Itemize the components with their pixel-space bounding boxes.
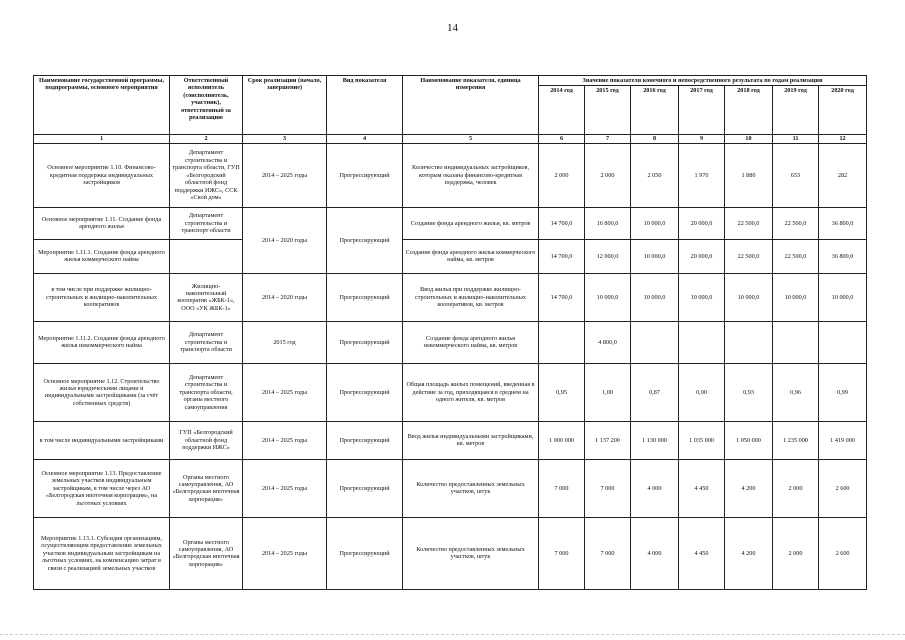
header-program: Наименование государственной программы, подпрограммы, основного мероприятия [34, 76, 170, 135]
header-year: 2015 год [585, 86, 631, 135]
row-value: 1 137 200 [585, 421, 631, 459]
row-value [631, 321, 679, 363]
row-indicator: Количество индивидуальных застройщиков, которым оказана финансово-кредитная поддержка, человек [403, 143, 539, 207]
row-value: 22 500,0 [773, 239, 819, 273]
row-indicator: Создание фонда арендного жилья некоммерческого найма, кв. метров [403, 321, 539, 363]
row-value: 7 000 [539, 517, 585, 589]
row-value: 2 000 [585, 143, 631, 207]
table-row [34, 459, 867, 517]
row-value: 0,99 [819, 363, 867, 421]
row-value: 1 130 000 [631, 421, 679, 459]
row-value: 14 700,0 [539, 239, 585, 273]
row-name: Основное мероприятие 1.11. Создание фонда арендного жилья [34, 207, 170, 239]
row-value: 10 000,0 [679, 273, 725, 321]
header-year: 2017 год [679, 86, 725, 135]
row-value: 10 000,0 [725, 273, 773, 321]
row-value: 4 450 [679, 517, 725, 589]
row-executor: Департамент строительства и транспорта области [170, 321, 243, 363]
row-name: Основное мероприятие 1.13. Предоставление земельных участков индивидуальным застройщикам, в том числе через АО «Белгородская ипотечная корпорация», на льготных условиях [34, 459, 170, 517]
row-value: 2 000 [773, 459, 819, 517]
row-value: 7 000 [585, 459, 631, 517]
row-value: 10 000,0 [631, 239, 679, 273]
row-name: Мероприятие 1.11.1. Создание фонда арендного жилья коммерческого найма [34, 239, 170, 273]
row-value: 1 419 000 [819, 421, 867, 459]
row-value: 7 000 [539, 459, 585, 517]
row-value [725, 321, 773, 363]
header-year: 2020 год [819, 86, 867, 135]
col-number: 9 [679, 135, 725, 143]
row-type: Прогрессирующий [327, 517, 403, 589]
row-value: 4 000 [631, 459, 679, 517]
row-value: 20 000,0 [679, 207, 725, 239]
col-number: 12 [819, 135, 867, 143]
row-value: 282 [819, 143, 867, 207]
row-value: 22 500,0 [773, 207, 819, 239]
row-period: 2015 год [243, 321, 327, 363]
row-type: Прогрессирующий [327, 363, 403, 421]
row-value: 36 800,0 [819, 239, 867, 273]
header-year: 2018 год [725, 86, 773, 135]
row-value: 653 [773, 143, 819, 207]
row-value: 12 000,0 [585, 239, 631, 273]
table-row [34, 239, 867, 273]
row-type: Прогрессирующий [327, 321, 403, 363]
row-value: 7 000 [585, 517, 631, 589]
table-row [34, 517, 867, 589]
table-row [34, 363, 867, 421]
row-executor [170, 239, 243, 273]
page-number: 14 [447, 22, 458, 34]
row-value [773, 321, 819, 363]
row-indicator: Ввод жилья при поддержке жилищно-строительных и жилищно-накопительных кооперативов, кв. метров [403, 273, 539, 321]
column-numbers-row [34, 135, 867, 143]
row-executor: Департамент строительства и транспорт области [170, 207, 243, 239]
col-number: 5 [403, 135, 539, 143]
row-value: 14 700,0 [539, 207, 585, 239]
row-period: 2014 – 2020 годы [243, 273, 327, 321]
row-value: 4 450 [679, 459, 725, 517]
row-value: 2 600 [819, 459, 867, 517]
header-executor: Ответственный исполнитель (соисполнитель, участник), ответственный за реализацию [170, 76, 243, 135]
header-year: 2016 год [631, 86, 679, 135]
table-row [34, 207, 867, 239]
row-executor: Департамент строительства и транспорта области, ГУП «Белгородский областной фонд поддержки ИЖС», ССК «Свой дом» [170, 143, 243, 207]
row-executor: Органы местного самоуправления, АО «Белгородская ипотечная корпорация» [170, 517, 243, 589]
header-type: Вид показателя [327, 76, 403, 135]
row-indicator: Создание фонда арендного жилья, кв. метров [403, 207, 539, 239]
row-value: 1 970 [679, 143, 725, 207]
row-type: Прогрессирующий [327, 207, 403, 273]
row-value: 2 000 [539, 143, 585, 207]
row-period: 2014 – 2025 годы [243, 517, 327, 589]
row-value: 10 000,0 [631, 273, 679, 321]
row-executor: ГУП «Белгородский областной фонд поддержки ИЖС» [170, 421, 243, 459]
row-value: 36 800,0 [819, 207, 867, 239]
header-year: 2019 год [773, 86, 819, 135]
row-value: 1 000 000 [539, 421, 585, 459]
row-executor: Органы местного самоуправления, АО «Белгородская ипотечная корпорация» [170, 459, 243, 517]
results-table [33, 75, 867, 590]
header-period: Срок реализации (начало, завершение) [243, 76, 327, 135]
row-value: 14 700,0 [539, 273, 585, 321]
row-period: 2014 – 2025 годы [243, 143, 327, 207]
row-indicator: Количество предоставленных земельных участков, штук [403, 517, 539, 589]
row-period: 2014 – 2025 годы [243, 421, 327, 459]
row-value: 2 600 [819, 517, 867, 589]
col-number: 8 [631, 135, 679, 143]
row-name: Мероприятие 1.11.2. Создание фонда арендного жилья некоммерческого найма [34, 321, 170, 363]
row-indicator: Количество предоставленных земельных участков, штук [403, 459, 539, 517]
row-indicator: Создание фонда арендного жилья коммерческого найма, кв. метров [403, 239, 539, 273]
row-value: 4 200 [725, 459, 773, 517]
row-value: 4 200 [725, 517, 773, 589]
row-value: 22 500,0 [725, 239, 773, 273]
col-number: 2 [170, 135, 243, 143]
row-period: 2014 – 2025 годы [243, 363, 327, 421]
row-value: 1 035 000 [679, 421, 725, 459]
row-type: Прогрессирующий [327, 459, 403, 517]
row-value: 20 000,0 [679, 239, 725, 273]
row-type: Прогрессирующий [327, 273, 403, 321]
row-type: Прогрессирующий [327, 143, 403, 207]
row-value [539, 321, 585, 363]
page-bottom-divider [0, 634, 905, 635]
header-year: 2014 год [539, 86, 585, 135]
table-row [34, 321, 867, 363]
row-value: 2 050 [631, 143, 679, 207]
row-executor: Жилищно-накопительный кооператив «ЖБК-1», ООО «УК ЖБК-1» [170, 273, 243, 321]
header-values-group: Значение показателя конечного и непосредственного результата по годам реализации [539, 76, 867, 86]
col-number: 10 [725, 135, 773, 143]
col-number: 7 [585, 135, 631, 143]
row-name: Мероприятие 1.13.1. Субсидия организациям, осуществляющим предоставление земельных участков индивидуальным застройщикам на льготных условиях, на компенсацию затрат в связи с реализацией земельных участков [34, 517, 170, 589]
col-number: 11 [773, 135, 819, 143]
row-value: 1,00 [585, 363, 631, 421]
row-indicator: Ввод жилья индивидуальными застройщиками, кв. метров [403, 421, 539, 459]
row-value: 1 050 000 [725, 421, 773, 459]
row-value: 16 800,0 [585, 207, 631, 239]
row-value: 2 000 [773, 517, 819, 589]
row-name: Основное мероприятие 1.10. Финансово-кредитная поддержка индивидуальных застройщиков [34, 143, 170, 207]
row-value: 22 500,0 [725, 207, 773, 239]
row-value: 10 000,0 [585, 273, 631, 321]
row-name: Основное мероприятие 1.12. Строительство жилья юридическими лицами и индивидуальными застройщиками (за счёт собственных средств) [34, 363, 170, 421]
row-value: 10 000,0 [819, 273, 867, 321]
table-row [34, 421, 867, 459]
row-executor: Департамент строительства и транспорта области, органы местного самоуправления [170, 363, 243, 421]
col-number: 1 [34, 135, 170, 143]
row-value [819, 321, 867, 363]
row-value: 0,87 [631, 363, 679, 421]
col-number: 6 [539, 135, 585, 143]
header-indicator: Наименование показателя, единица измерения [403, 76, 539, 135]
row-value: 1 880 [725, 143, 773, 207]
row-value [679, 321, 725, 363]
table-row [34, 143, 867, 207]
row-indicator: Общая площадь жилых помещений, введенная в действие за год, приходящаяся в среднем на одного жителя, кв. метров [403, 363, 539, 421]
row-name: в том числе индивидуальными застройщиками [34, 421, 170, 459]
row-value: 4 000 [631, 517, 679, 589]
row-value: 1 235 000 [773, 421, 819, 459]
col-number: 3 [243, 135, 327, 143]
row-period: 2014 – 2020 годы [243, 207, 327, 273]
row-period: 2014 – 2025 годы [243, 459, 327, 517]
col-number: 4 [327, 135, 403, 143]
row-value: 10 000,0 [631, 207, 679, 239]
row-value: 0,93 [725, 363, 773, 421]
row-value: 4 800,0 [585, 321, 631, 363]
row-type: Прогрессирующий [327, 421, 403, 459]
row-name: в том числе при поддержке жилищно-строительных и жилищно-накопительных кооперативов [34, 273, 170, 321]
row-value: 10 000,0 [773, 273, 819, 321]
row-value: 0,90 [679, 363, 725, 421]
row-value: 0,96 [773, 363, 819, 421]
row-value: 0,95 [539, 363, 585, 421]
table-row [34, 273, 867, 321]
